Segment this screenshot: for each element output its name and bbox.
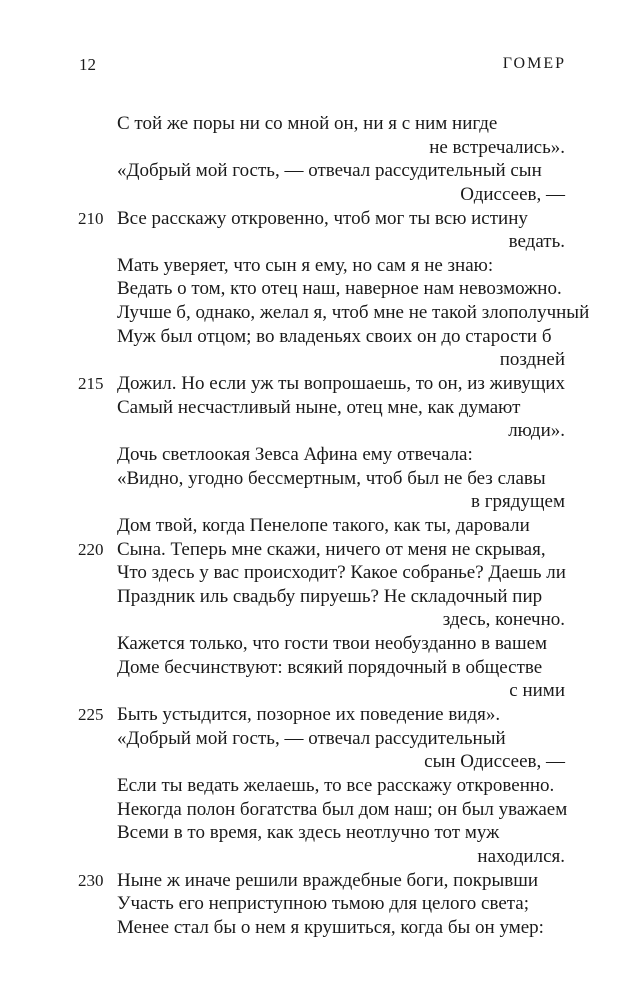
verse-line-continuation xyxy=(117,608,565,632)
verse-line-continuation xyxy=(117,419,565,443)
verse-line xyxy=(117,892,565,916)
verse-line xyxy=(117,798,568,822)
verse-text: Участь его неприступною тьмою для целого света; xyxy=(117,893,529,915)
verse-text: «Добрый мой гость, — отвечал рассудительный xyxy=(117,727,506,749)
verse-line xyxy=(78,869,565,893)
verse-line-continuation xyxy=(117,750,565,774)
verse-text: Лучше б, однако, желал я, чтоб мне не такой злополучный xyxy=(117,302,590,324)
verse-text: Муж был отцом; во владеньях своих он до старости б xyxy=(117,325,552,347)
verse-text: с ними xyxy=(509,680,565,702)
verse-text: Все расскажу откровенно, чтоб мог ты всю истину xyxy=(117,207,528,229)
verse-text: Дочь светлоокая Зевса Афина ему отвечала: xyxy=(117,443,473,465)
verse-line-continuation xyxy=(117,845,565,869)
verse-text: люди». xyxy=(508,420,565,442)
verse-line-continuation xyxy=(117,183,565,207)
verse-line xyxy=(117,821,565,845)
line-number: 210 xyxy=(78,208,104,228)
running-title: ГОМЕР xyxy=(502,55,566,72)
verse-line xyxy=(117,656,565,680)
verse-text: С той же поры ни со мной он, ни я с ним нигде xyxy=(117,113,498,134)
verse-text: сын Одиссеев, — xyxy=(424,751,565,773)
verse-line xyxy=(117,325,565,349)
verse-line xyxy=(117,632,565,656)
verse-text: Праздник иль свадьбу пируешь? Не складочный пир xyxy=(117,585,543,607)
verse-line xyxy=(117,727,565,751)
verse-text: Кажется только, что гости твои необузданно в вашем xyxy=(117,633,548,655)
verse-text: Что здесь у вас происходит? Какое собранье? Даешь ли xyxy=(117,562,566,584)
verse-line xyxy=(117,159,565,183)
verse-text: Мать уверяет, что сын я ему, но сам я не знаю: xyxy=(117,254,494,276)
verse-line xyxy=(117,301,590,325)
verse-line xyxy=(117,467,565,491)
verse-line xyxy=(78,372,566,396)
verse-line xyxy=(117,916,565,940)
verse-text: находился. xyxy=(477,845,565,867)
verse-line-continuation xyxy=(117,348,565,372)
verse-line xyxy=(117,443,565,467)
verse-text: Дом твой, когда Пенелопе такого, как ты, даровали xyxy=(117,514,530,536)
verse-line xyxy=(78,207,565,231)
verse-text: Быть устыдится, позорное их поведение видя». xyxy=(117,704,501,726)
verse-line-continuation xyxy=(117,679,565,703)
verse-text: здесь, конечно. xyxy=(442,609,565,631)
verse-line xyxy=(117,254,565,278)
verse-text: в грядущем xyxy=(470,491,565,513)
verse-text: поздней xyxy=(499,349,565,371)
line-number: 225 xyxy=(78,705,104,725)
verse-line-continuation xyxy=(117,490,565,514)
page-header xyxy=(79,55,566,79)
verse-text: Некогда полон богатства был дом наш; он был уважаем xyxy=(117,798,568,820)
verse-line xyxy=(117,561,565,585)
verse-text: «Видно, угодно бессмертным, чтоб был не без славы xyxy=(117,467,546,489)
page-number: 12 xyxy=(79,55,96,74)
verse-text: «Добрый мой гость, — отвечал рассудительный сын xyxy=(117,160,542,182)
line-number: 215 xyxy=(78,374,104,394)
line-number: 220 xyxy=(78,539,104,559)
verse-text: не встречались». xyxy=(429,136,565,158)
verse-text: Дожил. Но если уж ты вопрошаешь, то он, из живущих xyxy=(117,373,566,395)
poem-text xyxy=(78,112,590,939)
verse-line-continuation xyxy=(117,136,565,160)
verse-line xyxy=(117,774,565,798)
verse-line xyxy=(117,112,565,136)
verse-text: Если ты ведать желаешь, то все расскажу откровенно. xyxy=(117,774,555,796)
verse-text: Всеми в то время, как здесь неотлучно тот муж xyxy=(117,822,500,844)
verse-line xyxy=(117,277,565,301)
verse-text: Самый несчастливый ныне, отец мне, как думают xyxy=(117,396,521,418)
verse-line xyxy=(117,514,565,538)
line-number: 230 xyxy=(78,870,104,890)
verse-line xyxy=(117,585,565,609)
verse-line xyxy=(78,703,565,727)
verse-text: Сына. Теперь мне скажи, ничего от меня не скрывая, xyxy=(117,538,546,560)
verse-line xyxy=(78,538,565,562)
verse-text: Доме бесчинствуют: всякий порядочный в обществе xyxy=(117,656,543,678)
verse-text: Менее стал бы о нем я крушиться, когда бы он умер: xyxy=(117,916,544,938)
verse-text: Ныне ж иначе решили враждебные боги, покрывши xyxy=(117,869,539,891)
verse-line-continuation xyxy=(117,230,565,254)
verse-text: Одиссеев, — xyxy=(460,183,565,205)
verse-text: ведать. xyxy=(508,231,565,253)
verse-line xyxy=(117,396,565,420)
verse-text: Ведать о том, кто отец наш, наверное нам невозможно. xyxy=(117,278,562,300)
